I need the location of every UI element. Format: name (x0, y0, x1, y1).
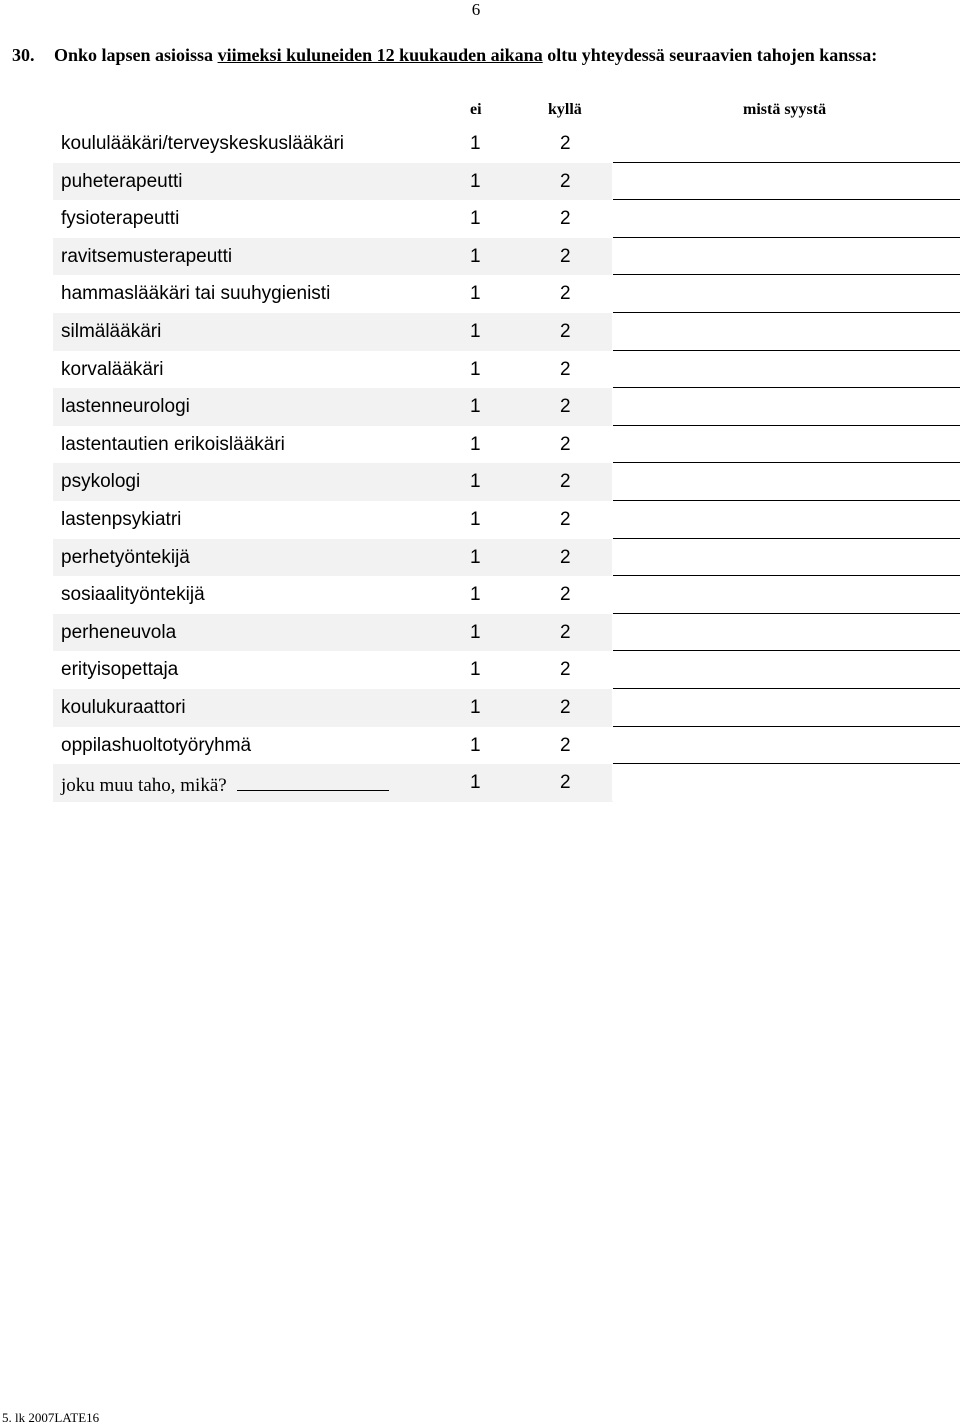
option-kylla[interactable]: 2 (560, 734, 571, 756)
option-kylla[interactable]: 2 (523, 689, 612, 727)
table-row (53, 163, 960, 201)
table-row (53, 125, 960, 163)
option-kylla[interactable]: 2 (560, 208, 571, 230)
row-label: erityisopettaja (61, 659, 179, 681)
footer-code: 5. lk 2007LATE16 (2, 1410, 100, 1425)
column-header-ei: ei (470, 101, 482, 118)
row-label: ravitsemusterapeutti (53, 238, 467, 276)
row-label: psykologi (53, 463, 467, 501)
table-bottom-border (53, 801, 613, 802)
option-kylla[interactable]: 2 (523, 614, 612, 652)
question-number: 30. (12, 45, 35, 65)
row-label: sosiaalityöntekijä (61, 584, 205, 606)
question-text (54, 43, 920, 67)
question-text-end: oltu yhteydessä seuraavien tahojen kanssa: (542, 45, 878, 65)
option-ei[interactable]: 1 (467, 238, 523, 276)
table-row (53, 313, 960, 351)
table-row (53, 426, 960, 464)
option-ei[interactable]: 1 (470, 508, 481, 530)
option-ei[interactable]: 1 (467, 388, 523, 426)
option-ei[interactable]: 1 (467, 539, 523, 577)
table-row (53, 651, 960, 689)
row-label-other (53, 764, 467, 802)
row-label: lastentautien erikoislääkäri (61, 433, 285, 455)
table-row (53, 200, 960, 238)
option-ei[interactable]: 1 (470, 283, 481, 305)
option-kylla[interactable]: 2 (523, 463, 612, 501)
column-header-reason: mistä syystä (743, 101, 827, 118)
option-kylla[interactable]: 2 (523, 539, 612, 577)
other-label-text: joku muu taho, mikä? (61, 775, 227, 797)
row-label: koulukuraattori (53, 689, 467, 727)
column-header-kylla: kyllä (548, 101, 582, 118)
option-ei[interactable]: 1 (467, 313, 523, 351)
table-row (53, 501, 960, 539)
option-kylla[interactable]: 2 (523, 764, 612, 802)
option-kylla[interactable]: 2 (560, 283, 571, 305)
option-ei[interactable]: 1 (470, 734, 481, 756)
option-kylla[interactable]: 2 (560, 508, 571, 530)
table-row (53, 463, 960, 501)
option-ei[interactable]: 1 (470, 208, 481, 230)
table-row (53, 764, 960, 802)
row-label: lastenpsykiatri (61, 508, 182, 530)
option-ei[interactable]: 1 (470, 433, 481, 455)
option-kylla[interactable]: 2 (523, 163, 612, 201)
table-row (53, 275, 960, 313)
page-number: 6 (471, 0, 481, 19)
table-row (53, 576, 960, 614)
option-ei[interactable]: 1 (470, 659, 481, 681)
row-label: puheterapeutti (53, 163, 467, 201)
option-ei[interactable]: 1 (467, 689, 523, 727)
table-row (53, 238, 960, 276)
table-row (53, 689, 960, 727)
option-kylla[interactable]: 2 (523, 238, 612, 276)
table-row (53, 351, 960, 389)
row-label: koululääkäri/terveyskeskuslääkäri (61, 133, 345, 154)
row-label: hammaslääkäri tai suuhygienisti (61, 283, 331, 305)
option-ei[interactable]: 1 (467, 463, 523, 501)
table-row (53, 614, 960, 652)
row-label: fysioterapeutti (61, 208, 180, 230)
row-label: perhetyöntekijä (53, 539, 467, 577)
option-kylla[interactable]: 2 (523, 388, 612, 426)
question-text-start: Onko lapsen asioissa (54, 45, 218, 65)
table-row (53, 539, 960, 577)
option-kylla[interactable]: 2 (560, 358, 571, 380)
row-label: silmälääkäri (53, 313, 467, 351)
table-row (53, 727, 960, 765)
row-label: korvalääkäri (61, 358, 164, 380)
table-row (53, 388, 960, 426)
option-ei[interactable]: 1 (467, 764, 523, 802)
option-ei[interactable]: 1 (467, 614, 523, 652)
option-kylla[interactable]: 2 (560, 584, 571, 606)
option-kylla[interactable]: 2 (560, 659, 571, 681)
other-specify-input[interactable] (237, 764, 389, 791)
question (12, 43, 920, 67)
option-ei[interactable]: 1 (470, 358, 481, 380)
option-ei[interactable]: 1 (470, 133, 481, 154)
question-text-underlined: viimeksi kuluneiden 12 kuukauden aikana (217, 45, 543, 65)
row-label: oppilashuoltotyöryhmä (61, 734, 252, 756)
answer-table (53, 125, 960, 802)
option-ei[interactable]: 1 (467, 163, 523, 201)
row-label: perheneuvola (53, 614, 467, 652)
option-kylla[interactable]: 2 (560, 133, 571, 154)
option-kylla[interactable]: 2 (560, 433, 571, 455)
option-ei[interactable]: 1 (470, 584, 481, 606)
row-label: lastenneurologi (53, 388, 467, 426)
option-kylla[interactable]: 2 (523, 313, 612, 351)
